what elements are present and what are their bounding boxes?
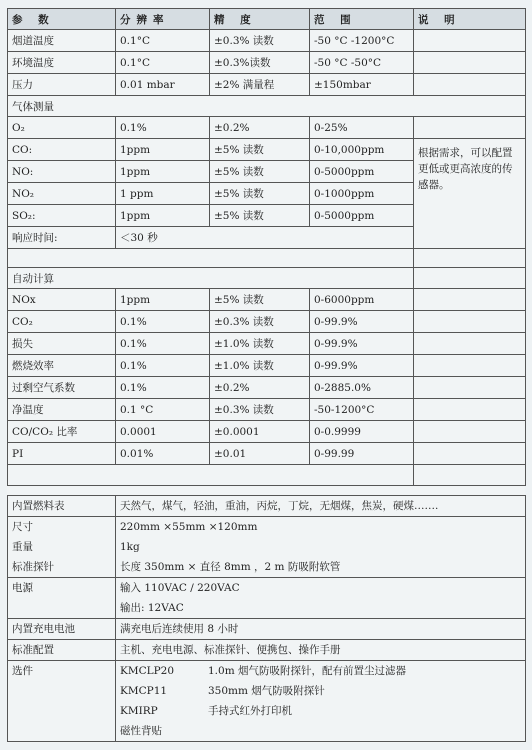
table-row [8, 74, 526, 96]
table-row [8, 52, 526, 74]
accuracy-cell: ±0.2% [210, 117, 310, 139]
table-row [8, 619, 526, 640]
spacer-row [8, 465, 526, 486]
probe-value: 长度 350mm × 直径 8mm ，2 m 防吸附软管 [120, 561, 341, 573]
note-cell [414, 74, 526, 96]
param-cell: PI [8, 443, 116, 465]
section-title-gas: 气体测量 [8, 96, 526, 117]
range-cell: 0-99.9% [310, 355, 414, 377]
range-cell: -50-1200°C [310, 399, 414, 421]
accuracy-cell: ±0.3% 读数 [210, 30, 310, 52]
table-row [8, 311, 526, 333]
standard-value: 主机、充电电源、标准探针、便携包、操作手册 [116, 640, 526, 661]
options-cell [116, 661, 526, 742]
table-row [8, 117, 526, 139]
resolution-cell: 1ppm [116, 289, 210, 311]
resolution-cell: 0.0001 [116, 421, 210, 443]
accuracy-cell: ±2% 满量程 [210, 74, 310, 96]
param-cell: 损失 [8, 333, 116, 355]
option-code: KMCP11 [120, 685, 168, 697]
option-item [120, 681, 521, 701]
battery-label: 内置充电电池 [8, 619, 116, 640]
power-input: 输入 110VAC / 220VAC [120, 582, 240, 594]
range-cell: 0-25% [310, 117, 414, 139]
note-cell [414, 117, 526, 139]
accuracy-cell: ±5% 读数 [210, 139, 310, 161]
size-value: 220mm ×55mm ×120mm [120, 521, 258, 533]
note-cell [414, 421, 526, 443]
note-cell [414, 30, 526, 52]
section-row [8, 268, 526, 289]
note-cell [414, 289, 526, 311]
note-cell [414, 399, 526, 421]
note-cell [414, 333, 526, 355]
header-range: 范 围 [310, 9, 414, 30]
table-row [8, 421, 526, 443]
accuracy-cell: ±5% 读数 [210, 289, 310, 311]
resolution-cell: 0.1% [116, 377, 210, 399]
resolution-cell: 0.01 mbar [116, 74, 210, 96]
note-cell [414, 377, 526, 399]
header-note: 说 明 [414, 9, 526, 30]
power-label: 电源 [8, 578, 116, 619]
accuracy-cell: ±5% 读数 [210, 183, 310, 205]
header-param: 参 数 [8, 9, 116, 30]
resolution-cell: 1 ppm [116, 183, 210, 205]
size-values-cell [116, 517, 526, 578]
response-time-value: ＜30 秒 [116, 227, 414, 249]
table-row [8, 289, 526, 311]
resolution-cell: 1ppm [116, 139, 210, 161]
spec-sheet [7, 8, 525, 743]
table-row [8, 377, 526, 399]
accuracy-cell: ±0.3% 读数 [210, 399, 310, 421]
option-desc: 1.0m 烟气防吸附探针，配有前置尘过滤器 [208, 665, 406, 677]
param-cell: NOx [8, 289, 116, 311]
range-cell: 0-0.9999 [310, 421, 414, 443]
param-cell: O₂ [8, 117, 116, 139]
param-cell: NO₂ [8, 183, 116, 205]
response-time-label: 响应时间: [8, 227, 116, 249]
param-cell: SO₂: [8, 205, 116, 227]
range-cell: ±150mbar [310, 74, 414, 96]
option-desc: 350mm 烟气防吸附探针 [208, 685, 325, 697]
param-cell: 环境温度 [8, 52, 116, 74]
note-cell [414, 443, 526, 465]
resolution-cell: 0.1% [116, 355, 210, 377]
param-cell: 过剩空气系数 [8, 377, 116, 399]
param-cell: NO: [8, 161, 116, 183]
table-row [8, 496, 526, 517]
spec-table [7, 8, 526, 486]
size-label: 尺寸 [12, 521, 33, 533]
table-row [8, 640, 526, 661]
range-cell: 0-10,000ppm [310, 139, 414, 161]
param-cell: CO₂ [8, 311, 116, 333]
battery-value: 满充电后连续使用 8 小时 [116, 619, 526, 640]
fuels-value: 天然气，煤气，轻油，重油，丙烷，丁烷，无烟煤，焦炭，硬煤……. [116, 496, 526, 517]
spacer-row [8, 249, 526, 268]
gas-note: 根据需求，可以配置更低或更高浓度的传感器。 [414, 139, 526, 249]
option-item [120, 721, 521, 741]
header-resolution: 分辨率 [116, 9, 210, 30]
param-cell: CO: [8, 139, 116, 161]
param-cell: 净温度 [8, 399, 116, 421]
weight-value: 1kg [120, 541, 140, 553]
note-cell [414, 311, 526, 333]
accuracy-cell: ±0.3% 读数 [210, 311, 310, 333]
resolution-cell: 0.1°C [116, 52, 210, 74]
power-values-cell [116, 578, 526, 619]
accuracy-cell: ±5% 读数 [210, 205, 310, 227]
range-cell: -50 °C -1200°C [310, 30, 414, 52]
table-row [8, 578, 526, 619]
param-cell: CO/CO₂ 比率 [8, 421, 116, 443]
range-cell: 0-2885.0% [310, 377, 414, 399]
weight-label: 重量 [12, 541, 33, 553]
table-row [8, 30, 526, 52]
header-accuracy: 精 度 [210, 9, 310, 30]
note-cell [414, 52, 526, 74]
table-row [8, 517, 526, 578]
table-row [8, 399, 526, 421]
section-title-calc: 自动计算 [8, 268, 414, 289]
table-row [8, 333, 526, 355]
resolution-cell: 1ppm [116, 205, 210, 227]
option-code: 磁性背贴 [120, 725, 162, 737]
resolution-cell: 0.1°C [116, 30, 210, 52]
note-cell [414, 355, 526, 377]
range-cell: 0-5000ppm [310, 205, 414, 227]
table-header [8, 9, 526, 30]
table-row [8, 443, 526, 465]
param-cell: 燃烧效率 [8, 355, 116, 377]
range-cell: 0-99.9% [310, 311, 414, 333]
range-cell: 0-5000ppm [310, 161, 414, 183]
option-code: KMCLP20 [120, 665, 175, 677]
option-item [120, 701, 521, 721]
table-row [8, 139, 526, 161]
accuracy-cell: ±0.0001 [210, 421, 310, 443]
option-desc: 手持式红外打印机 [208, 705, 292, 717]
option-code: KMIRP [120, 705, 158, 717]
power-output: 输出: 12VAC [120, 602, 184, 614]
resolution-cell: 0.01% [116, 443, 210, 465]
accuracy-cell: ±0.3%读数 [210, 52, 310, 74]
option-item [120, 661, 521, 681]
accuracy-cell: ±1.0% 读数 [210, 333, 310, 355]
param-cell: 压力 [8, 74, 116, 96]
options-label: 选件 [8, 661, 116, 742]
accuracy-cell: ±0.2% [210, 377, 310, 399]
accuracy-cell: ±1.0% 读数 [210, 355, 310, 377]
size-labels-cell [8, 517, 116, 578]
table-row [8, 355, 526, 377]
accuracy-cell: ±0.01 [210, 443, 310, 465]
param-cell: 烟道温度 [8, 30, 116, 52]
section-row [8, 96, 526, 117]
table-row [8, 661, 526, 742]
range-cell: 0-99.9% [310, 333, 414, 355]
accuracy-cell: ±5% 读数 [210, 161, 310, 183]
probe-label: 标准探针 [12, 561, 54, 573]
general-table [7, 495, 526, 742]
resolution-cell: 0.1% [116, 117, 210, 139]
range-cell: 0-6000ppm [310, 289, 414, 311]
resolution-cell: 0.1% [116, 311, 210, 333]
fuels-label: 内置燃料表 [8, 496, 116, 517]
resolution-cell: 0.1 °C [116, 399, 210, 421]
range-cell: -50 °C -50°C [310, 52, 414, 74]
resolution-cell: 0.1% [116, 333, 210, 355]
range-cell: 0-1000ppm [310, 183, 414, 205]
range-cell: 0-99.99 [310, 443, 414, 465]
standard-label: 标准配置 [8, 640, 116, 661]
resolution-cell: 1ppm [116, 161, 210, 183]
